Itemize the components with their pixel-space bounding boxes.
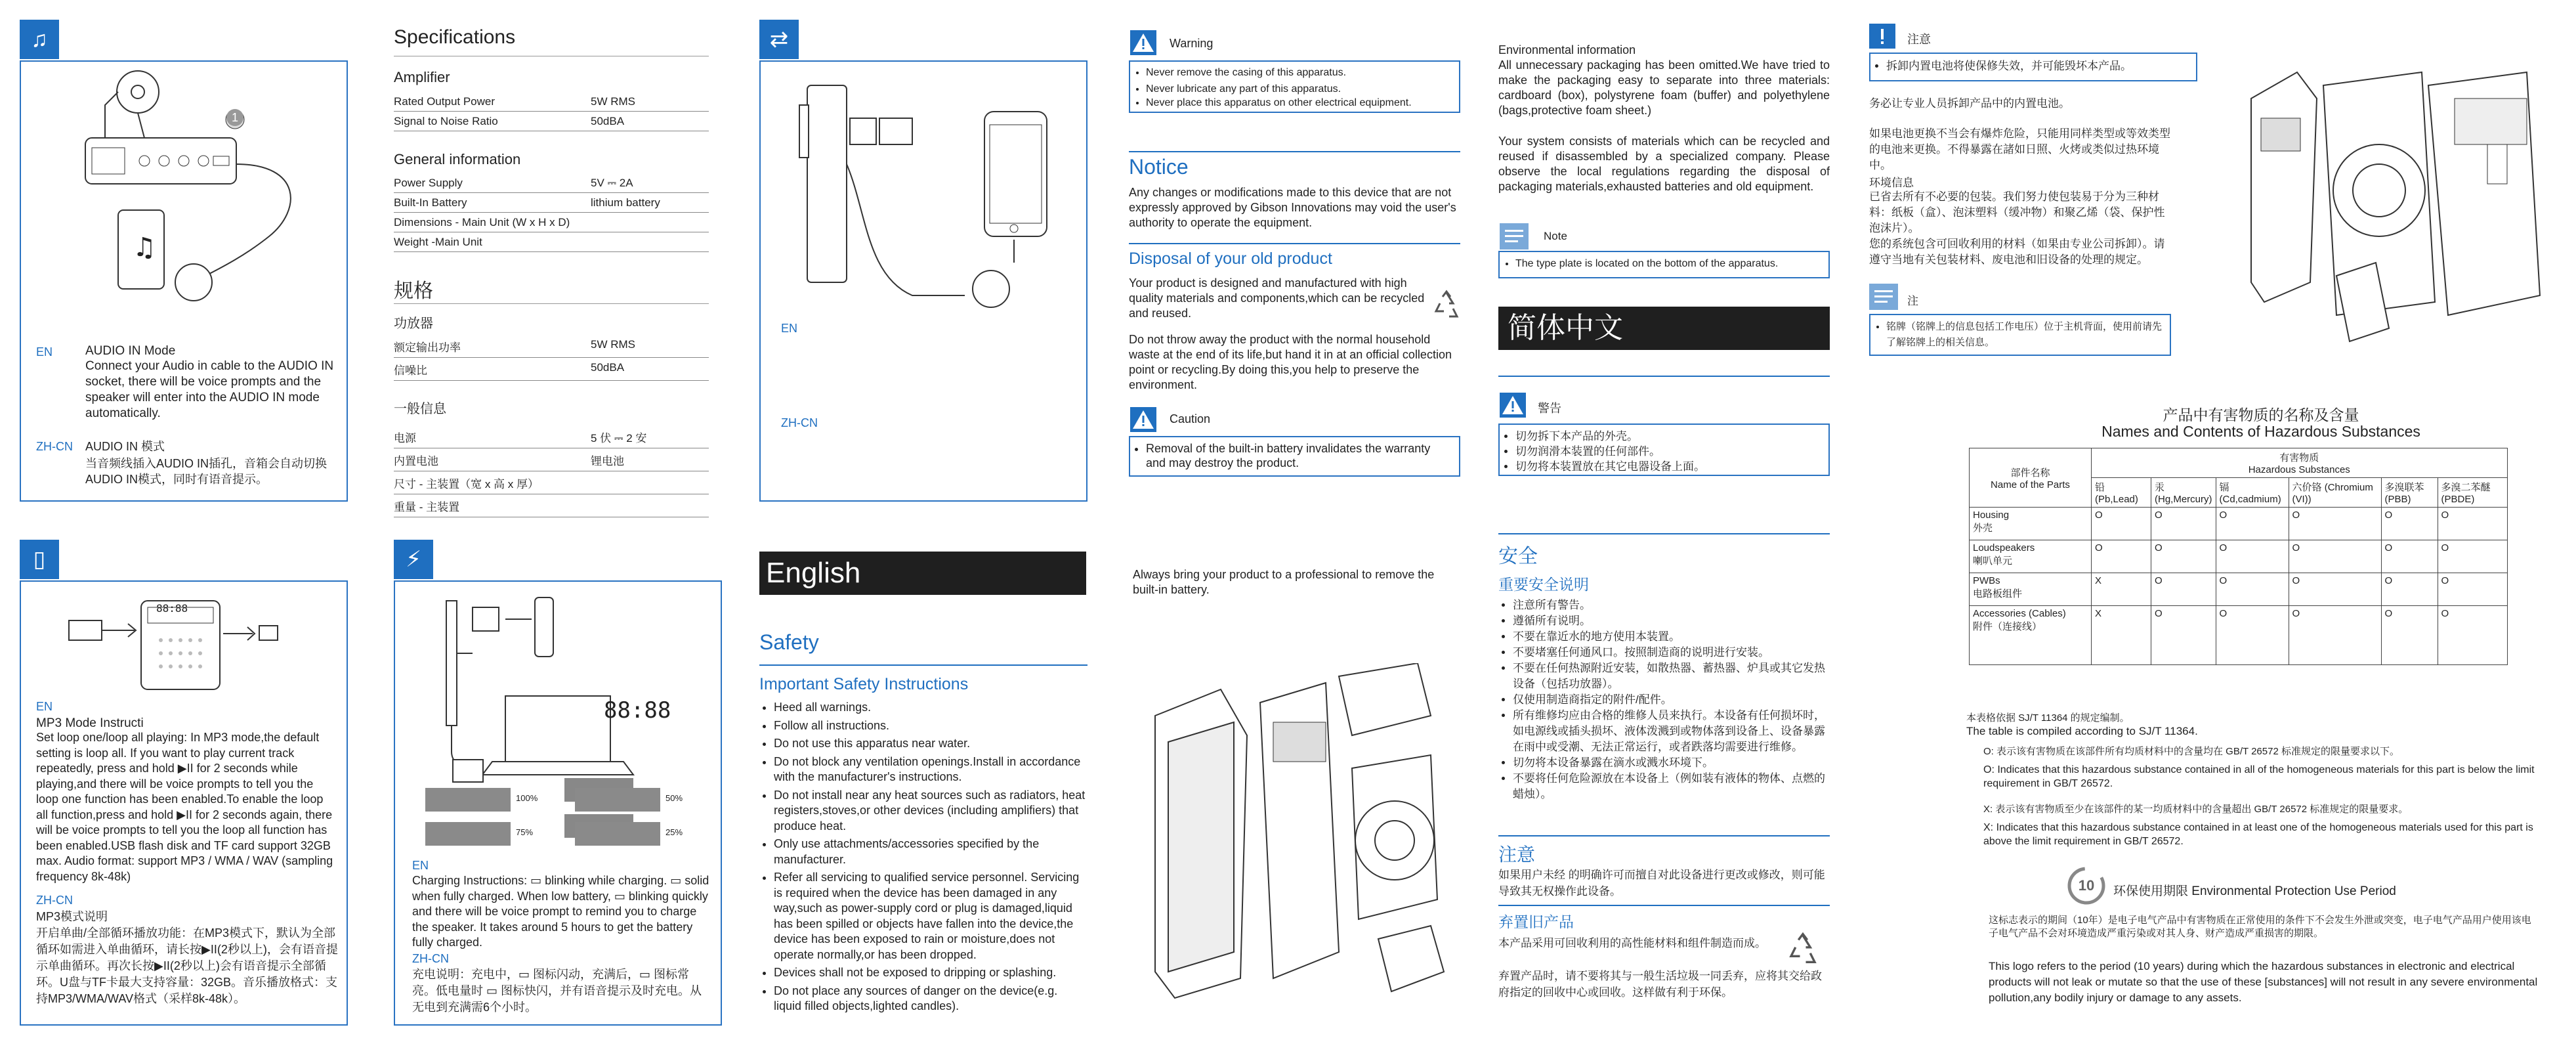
- hazard-col-header: 多溴联苯 (PBB): [2381, 478, 2438, 508]
- zh-disposal-rule: [1498, 905, 1830, 906]
- safety-title: Safety: [759, 630, 819, 654]
- safety-rule: [759, 664, 1087, 666]
- hazard-header-sub-zh: 有害物质: [2279, 452, 2319, 464]
- warning-title: Warning: [1170, 37, 1214, 50]
- zh-note2-item: • 铭牌（铭牌上的信息包括工作电压）位于主机背面，使用前请先了解铭牌上的相关信息。: [1886, 319, 2163, 351]
- mp3-en-title: MP3 Mode Instructi: [36, 716, 144, 730]
- usb-zh-label: ZH-CN: [781, 416, 818, 429]
- level-25: [575, 822, 660, 846]
- music-tab-icon: ♫: [20, 20, 59, 59]
- zh-notice-rule: [1498, 835, 1830, 836]
- zh-instruction-item: • 切勿将本设备暴露在滴水或溅水环境下。: [1513, 755, 1830, 771]
- env-title: Environmental information: [1498, 43, 1636, 56]
- o-legend-zh: O: 表示该有害物质在该部件所有均质材料中的含量均在 GB/T 26572 标准规定的限量要求以下。: [1983, 746, 2399, 757]
- mp3-zh-label: ZH-CN: [36, 894, 73, 907]
- mp3-zh-title: MP3模式说明: [36, 910, 108, 923]
- hazard-header-sub-en: Hazardous Substances: [2248, 464, 2350, 475]
- zh-text-2: 如果电池更换不当会有爆炸危险，只能用同样类型或等效类型的电池来更换。不得暴露在諸如日照、火烤或类似过热环境中。: [1869, 127, 2170, 171]
- bring-to-professional-text: Always bring your product to a professional to remove the built-in battery.: [1133, 568, 1435, 596]
- hazard-row: Accessories (Cables) 附件（连接线） X O O O O O: [1970, 606, 2508, 665]
- zh-warning-icon: [1500, 393, 1526, 418]
- notice-title: Notice: [1129, 155, 1189, 179]
- zh-warning-rule: [1498, 376, 1830, 377]
- general-title: General information: [394, 151, 521, 167]
- audio-in-en-title: AUDIO IN Mode: [85, 344, 176, 358]
- zh-recycle-icon: [1785, 931, 1821, 966]
- caution-icon: [1130, 407, 1156, 432]
- instruction-item: • Follow all instructions.: [774, 718, 1087, 734]
- charging-zh-label: ZH-CN: [412, 952, 449, 965]
- zh-important-title: 重要安全说明: [1498, 576, 1589, 593]
- instruction-item: • Do not install near any heat sources such as radiators, heat registers,stoves,or other devices (including amplifiers) that produce heat.: [774, 788, 1087, 835]
- caution-title: Caution: [1170, 412, 1211, 425]
- zh-warning-item: • 切勿拆下本产品的外壳。: [1515, 429, 1822, 444]
- instruction-item: • Only use attachments/accessories specified by the manufacturer.: [774, 836, 1087, 867]
- charging-en-label: EN: [412, 859, 429, 872]
- chinese-title-bar: 简体中文: [1498, 307, 1830, 350]
- zh-general-title: 一般信息: [394, 402, 446, 416]
- zh-instruction-item: • 仅使用制造商指定的附件/配件。: [1513, 692, 1830, 708]
- audio-in-en-text: Connect your Audio in cable to the AUDIO IN socket, there will be voice prompts and the speaker will enter into the AUDIO IN mode automatically.: [85, 359, 334, 420]
- amplifier-row: Signal to Noise Ratio 50dBA: [394, 112, 709, 131]
- hazard-table: [1969, 448, 2508, 665]
- zh-amplifier-table: [394, 335, 709, 381]
- zh-amplifier-title: 功放器: [394, 316, 433, 331]
- zh-note2-box: [1869, 314, 2171, 356]
- zh-warning-item: • 切勿将本装置放在其它电器设备上面。: [1515, 459, 1822, 474]
- hazard-col-header: 多溴二苯醚 (PBDE): [2438, 478, 2507, 508]
- hazard-row: Loudspeakers 喇叭单元 O O O O O O: [1970, 540, 2508, 573]
- env-text-1: All unnecessary packaging has been omitted.We have tried to make the packaging easy to separate into three materials: cardboard (box), polystyrene foam (buffer) and polyethylene (bags,protective foam sheet.): [1498, 58, 1830, 117]
- zh-env-text-2: 您的系统包含可回收利用的材料（如果由专业公司拆卸）。请遵守当地有关包装材料、废电池和旧设备的处理的规定。: [1869, 238, 2165, 266]
- instruction-item: • Do not place any sources of danger on the device(e.g. liquid filled objects,lighted candles).: [774, 984, 1087, 1014]
- zh-notice-text: 如果用户未经 的明确许可而擅自对此设备进行更改或修改，则可能导致其无权操作此设备。: [1498, 869, 1825, 898]
- hazard-table-wrapper: [1969, 448, 2508, 665]
- zh-text-1: 务必让专业人员拆卸产品中的内置电池。: [1869, 97, 2070, 110]
- zh-note-box: [1869, 53, 2197, 81]
- instruction-item: • Refer all servicing to qualified service personnel. Servicing is required when the device has been damaged in any way,such as power-supply cord or plug is damaged,liquid has been spilled or objects have fallen into the device,the device has been exposed to rain or moisture,does not operate normally,or has been dropped.: [774, 870, 1087, 963]
- compiled-en: The table is compiled according to SJ/T 11364.: [1966, 725, 2198, 737]
- hazard-title-zh: 产品中有害物质的名称及含量: [2163, 406, 2359, 423]
- level-100: [425, 788, 511, 812]
- zh-instruction-item: • 注意所有警告。: [1513, 597, 1830, 613]
- audio-in-zh-label: ZH-CN: [36, 440, 73, 453]
- epup-title: 环保使用期限 Environmental Protection Use Period: [2113, 884, 2396, 898]
- x-legend-en: X: Indicates that this hazardous substance contained in at least one of the homogeneous materials used for this part is above the limit requirement in GB/T 26572.: [1983, 822, 2533, 847]
- zh-spec-title: 规格: [394, 280, 433, 302]
- zh-env-title: 环境信息: [1869, 177, 1914, 189]
- amplifier-row: Rated Output Power 5W RMS: [394, 92, 709, 112]
- zh-general-row: 内置电池 锂电池: [394, 448, 709, 471]
- usb-stick-tab-icon: ▯: [20, 540, 59, 579]
- amplifier-title: Amplifier: [394, 69, 450, 85]
- zh-note2-title: 注: [1907, 295, 1918, 307]
- epup-number: 10: [2078, 877, 2095, 894]
- level-50-label: 50%: [665, 793, 683, 803]
- zh-amplifier-row: 额定输出功率 5W RMS: [394, 335, 709, 358]
- zh-warning-title: 警告: [1538, 402, 1561, 415]
- warning-item: • Never lubricate any part of this apparatus.: [1146, 82, 1452, 96]
- notice-rule: [1129, 151, 1460, 152]
- epup-text-en: This logo refers to the period (10 years) during which the hazardous substances in electronic and electrical products will not leak or mutate so that the use of these [substances] will not result in any severe environmental pollution,any bodily injury or damage to any assets.: [1989, 960, 2538, 1004]
- recycle-icon: [1431, 289, 1462, 320]
- note-icon: [1500, 223, 1529, 250]
- notice-text: Any changes or modifications made to this device that are not expressly approved by Gibson Innovations may void the user's authority to operate the equipment.: [1129, 186, 1456, 229]
- svg-text:♫: ♫: [133, 232, 156, 263]
- usb-en-label: EN: [781, 322, 798, 335]
- level-50: [575, 788, 660, 812]
- x-legend-zh: X: 表示该有害物质至少在该部件的某一均质材料中的含量超出 GB/T 26572 标准规定的限量要求。: [1983, 804, 2409, 815]
- zh-amplifier-row: 信噪比 50dBA: [394, 358, 709, 381]
- note-title: Note: [1544, 230, 1567, 242]
- level-75: [425, 822, 511, 846]
- general-row: Power Supply 5V ⎓ 2A: [394, 173, 709, 193]
- charging-zh-text: 充电说明：充电中，▭ 图标闪动，充满后，▭ 图标常亮。低电量时 ▭ 图标快闪，并有语音提示及时充电。从无电到充满需6个小时。: [412, 968, 702, 1014]
- zh-instruction-item: • 所有维修均应由合格的维修人员来执行。本设备有任何损坏时，如电源线或插头损坏、液体泼溅到或物体落到设备上、设备暴露在雨中或受潮、无法正常运行，或者跌落均需要进行维修。: [1513, 708, 1830, 755]
- zh-instruction-item: • 遵循所有说明。: [1513, 613, 1830, 629]
- general-row: Weight -Main Unit: [394, 232, 709, 252]
- level-display-grid: [425, 788, 714, 847]
- caution-box: [1129, 436, 1460, 477]
- instruction-item: • Do not use this apparatus near water.: [774, 736, 1087, 752]
- disassembly-illustration: [1142, 663, 1450, 1005]
- audio-in-callout: 1: [226, 109, 243, 126]
- zh-note-warning-icon: [1869, 24, 1895, 49]
- mp3-display: 88:88: [156, 602, 188, 615]
- zh-disposal-title: 弃置旧产品: [1498, 913, 1574, 930]
- audio-in-illustration: [72, 66, 315, 315]
- general-row: Built-In Battery lithium battery: [394, 193, 709, 213]
- audio-in-en-label: EN: [36, 345, 53, 358]
- zh-instruction-item: • 不要将任何危险源放在本设备上（例如装有液体的物体、点燃的蜡烛）。: [1513, 771, 1830, 802]
- epup-text-zh: 这标志表示的期间（10年）是电子电气产品中有害物质在正常使用的条件下不会发生外泄或突变，电子电气产品用户使用该电子电气产品不会对环境造成严重污染或对其人身、财产造成严重损害的期限。: [1989, 915, 2531, 939]
- hazard-title-en: Names and Contents of Hazardous Substances: [2101, 423, 2420, 440]
- zh-note-item: • 拆卸内置电池将使保修失效，并可能毁坏本产品。: [1886, 58, 2189, 75]
- amplifier-table: [394, 92, 709, 131]
- zh-note-title: 注意: [1907, 33, 1931, 46]
- hazard-row: Housing 外壳 O O O O O O: [1970, 508, 2508, 540]
- compiled-zh: 本表格依据 SJ/T 11364 的规定编制。: [1966, 712, 2130, 724]
- zh-safety-title: 安全: [1498, 546, 1538, 567]
- level-75-label: 75%: [516, 827, 534, 837]
- zh-warning-item: • 切勿润滑本装置的任何部件。: [1515, 444, 1822, 459]
- spec-title: Specifications: [394, 26, 516, 48]
- warning-item: • Never place this apparatus on other electrical equipment.: [1146, 96, 1452, 110]
- instruction-item: • Do not block any ventilation openings.Install in accordance with the manufacturer's instructions.: [774, 754, 1087, 785]
- zh-instruction-item: • 不要在任何热源附近安装，如散热器、蓄热器、炉具或其它发热设备（包括功放器）。: [1513, 661, 1830, 692]
- hazard-col-header: 汞 (Hg,Mercury): [2151, 478, 2216, 508]
- mp3-en-label: EN: [36, 700, 53, 713]
- charging-en-text: Charging Instructions: ▭ blinking while charging. ▭ solid when fully charged. When low battery, ▭ blinking quickly and there will be voice prompt to remind you to charge the speaker. It takes around 5 hours to get the battery fully charged.: [412, 874, 709, 949]
- level-100-label: 100%: [516, 793, 538, 803]
- disposal-title: Disposal of your old product: [1129, 250, 1332, 268]
- disposal-text-2: Do not throw away the product with the normal household waste at the end of its life,but hand it in at an official collection point or recycling.By doing this,you help to preserve the environment.: [1129, 333, 1452, 391]
- mp3-zh-text: 开启单曲/全部循环播放功能：在MP3模式下，默认为全部循环如需进入单曲循环，请长按▶II(2秒以上)，会有语音提示单曲循环。再次长按▶II(2秒以上)会有语音提示全部循环。U盘与TF卡最大支持容量：32GB。音乐播放格式：支持MP3/WMA/WAV格式（采样8k-48k）。: [36, 926, 338, 1005]
- zh-notice-title: 注意: [1498, 844, 1536, 865]
- english-title-bar: English: [759, 552, 1086, 595]
- mp3-en-text: Set loop one/loop all playing: In MP3 mode,the default setting is loop all. If you want to play current track repeatedly, press and hold ▶II for 2 seconds while playing,and there will be voice prompts to tell you the loop one function has been enabled.To enable the loop all function,press and hold ▶II for 2 seconds again, there will be voice prompts to tell you the loop all function has been enabled.USB flash disk and TF card support 32GB max. Audio format: support MP3 / WMA / WAV (sampling frequency 8k-48k): [36, 731, 333, 883]
- hazard-col-header: 六价铬 (Chromium (VI)): [2289, 478, 2381, 508]
- important-instructions-title: Important Safety Instructions: [759, 675, 969, 693]
- zh-general-table: [394, 425, 709, 517]
- battery-illustration: [2238, 59, 2546, 348]
- warning-icon: [1130, 30, 1156, 55]
- disposal-text-1: Your product is designed and manufactured with high quality materials and components,which can be recycled and reused.: [1129, 276, 1425, 320]
- instruction-item: • Devices shall not be exposed to dripping or splashing.: [774, 965, 1087, 981]
- audio-in-zh-title: AUDIO IN 模式: [85, 440, 165, 453]
- warning-box: [1129, 60, 1460, 113]
- zh-disposal-text-2: 弃置产品时，请不要将其与一般生活垃圾一同丢弃，应将其交给政府指定的回收中心或回收。这样做有利于环保。: [1498, 970, 1822, 999]
- zh-instruction-item: • 不要在靠近水的地方使用本装置。: [1513, 629, 1830, 645]
- caution-item: • Removal of the built-in battery invalidates the warranty and may destroy the product.: [1146, 441, 1452, 470]
- general-table: [394, 173, 709, 252]
- general-row: Dimensions - Main Unit (W x H x D): [394, 213, 709, 232]
- zh-instruction-item: • 不要堵塞任何通风口。按照制造商的说明进行安装。: [1513, 645, 1830, 661]
- hazard-col-header: 铅 (Pb,Lead): [2092, 478, 2151, 508]
- charging-display: 88:88: [604, 697, 671, 724]
- o-legend-en: O: Indicates that this hazardous substance contained in all of the homogeneous materials for this part is below the limit requirement in GB/T 26572.: [1983, 764, 2535, 789]
- zh-safety-rule: [1498, 533, 1830, 534]
- hazard-col-header: 镉 (Cd,cadmium): [2216, 478, 2289, 508]
- hazard-row: PWBs 电路板组件 X O O O O O: [1970, 573, 2508, 606]
- note-box: [1498, 251, 1830, 278]
- zh-spec-rule: [394, 303, 709, 304]
- zh-disposal-text-1: 本产品采用可回收利用的高性能材料和组件制造而成。: [1498, 937, 1766, 949]
- level-25-label: 25%: [665, 827, 683, 837]
- zh-general-row: 电源 5 伏 ⎓ 2 安: [394, 425, 709, 448]
- audio-in-zh-text: 当音频线插入AUDIO IN插孔，音箱会自动切换AUDIO IN模式，同时有语音提示。: [85, 457, 327, 486]
- warning-item: • Never remove the casing of this apparatus.: [1146, 66, 1452, 79]
- zh-general-row: 尺寸 - 主装置（宽 x 高 x 厚）: [394, 471, 709, 494]
- note-item: • The type plate is located on the bottom of the apparatus.: [1515, 256, 1822, 272]
- zh-warning-box: [1498, 423, 1830, 476]
- zh-instructions-list: [1498, 597, 1830, 802]
- hazard-header-parts-zh: 部件名称: [2010, 467, 2050, 479]
- env-text-2: Your system consists of materials which can be recycled and reused if disassembled by a specialized company. Please observe the local regulations regarding the disposal of packaging materials,exhausted batteries and old equipment.: [1498, 135, 1830, 193]
- zh-env-text: 已省去所有不必要的包装。我们努力使包装易于分为三种材料：纸板（盒）、泡沫塑料（缓冲物）和聚乙烯（袋、保护性泡沫片）。: [1869, 190, 2165, 234]
- instruction-item: • Heed all warnings.: [774, 700, 1087, 716]
- instructions-list: [759, 700, 1087, 1017]
- disposal-rule: [1129, 243, 1460, 244]
- usb-connection-illustration: [794, 79, 1070, 315]
- hazard-header-parts-en: Name of the Parts: [1991, 479, 2070, 490]
- zh-note2-icon: [1869, 284, 1898, 310]
- charging-tab-icon: ⚡: [394, 540, 433, 579]
- zh-general-row: 重量 - 主装置: [394, 494, 709, 517]
- usb-tab-icon: ⇄: [759, 20, 799, 59]
